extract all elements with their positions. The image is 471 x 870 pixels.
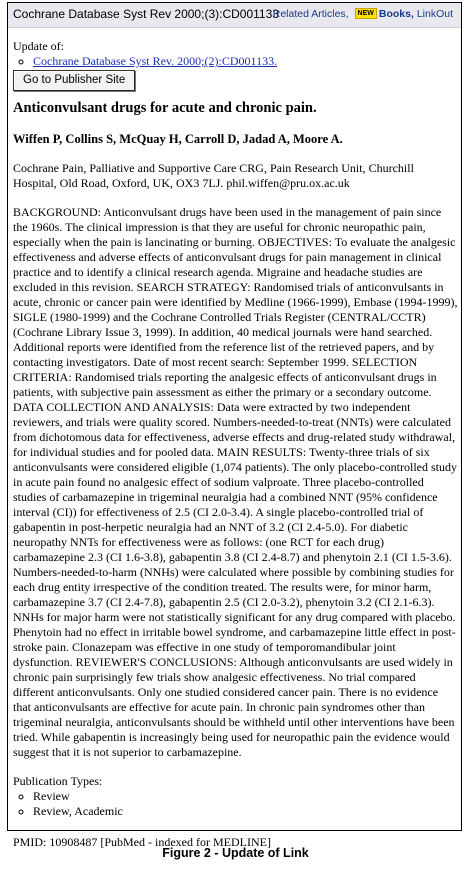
citation-bar	[8, 3, 461, 28]
record-content	[13, 39, 458, 850]
article-authors: Wiffen P, Collins S, McQuay H, Carroll D, Jadad A, Moore A.	[13, 132, 343, 146]
books-link[interactable]: Books,	[378, 8, 414, 20]
publication-type-item: ◦ Review, Academic	[33, 804, 458, 819]
related-links	[273, 8, 453, 20]
article-abstract: BACKGROUND: Anticonvulsant drugs have been used in the management of pain since the 1960s. The clinical impression is that they are useful for chronic neuropathic pain, especially when the pain is lancinating or burning. OBJECTIVES: To evaluate the analgesic effectiveness and adverse effects of anticonvulsant drugs for pain management in clinical practice and to identify a clinical research agenda. Migraine and headache studies are excluded in this revision. SEARCH STRATEGY: Randomised trials of anticonvulsants in acute, chronic or cancer pain were identified by Medline (1966-1999), Embase (1994-1999), SIGLE (1980-1999) and the Cochrane Controlled Trials Register (CENTRAL/CCTR) (Cochrane Library Issue 3, 1999). In addition, 40 medical journals were hand searched. Additional reports were identified from the reference list of the retrieved papers, and by contacting investigators. Date of most recent search: September 1999. SELECTION CRITERIA: Randomised trials reporting the analgesic effects of anticonvulsant drugs in patients, with subjective pain assessment as either the primary or a secondary outcome. DATA COLLECTION AND ANALYSIS: Data were extracted by two independent reviewers, and trials were quality scored. Numbers-needed-to-treat (NNTs) were calculated from dichotomous data for effectiveness, adverse effects and drug-related study withdrawal, for individual studies and for pooled data. MAIN RESULTS: Twenty-three trials of six anticonvulsants were considered eligible (1,074 patients). The only placebo-controlled study in acute pain found no analgesic effect of sodium valproate. Three placebo-controlled studies of carbamazepine in trigeminal neuralgia had a combined NNT (95% confidence interval (CI)) for effectiveness of 2.5 (CI 2.0-3.4). A single placebo-controlled trial of gabapentin in post-herpetic neuralgia had an NNT of 3.2 (CI 2.4-5.0). For diabetic neuropathy NNTs for effectiveness were as follows: (one RCT for each drug) carbamazepine 2.3 (CI 1.6-3.8), gabapentin 3.8 (CI 2.4-8.7) and phenytoin 2.1 (CI 1.5-3.6). Numbers-needed-to-harm (NNHs) were calculated where possible by combining studies for each drug entity irrespective of the condition treated. The results were, for minor harm, carbamazepine 3.7 (CI 2.4-7.8), gabapentin 2.5 (CI 2.0-3.2), phenytoin 3.2 (CI 2.1-6.3). NNHs for major harm were not statistically significant for any drug compared with placebo. Phenytoin had no effect in irritable bowel syndrome, and carbamazepine little effect in post-stroke pain. Clonazepam was effective in one study of temporomandibular joint dysfunction. REVIEWER'S CONCLUSIONS: Although anticonvulsants are used widely in chronic pain surprisingly few trials show analgesic effectiveness. No trial compared different anticonvulsants. Only one studied considered cancer pain. There is no evidence that anticonvulsants are effective for acute pain. In chronic pain syndromes other than trigeminal neuralgia, anticonvulsants should be withheld until other interventions have been tried. While gabapentin is increasingly being used for neuropathic pain the evidence would suggest that it is not superior to carbamazepine.	[13, 205, 458, 759]
linkout-link[interactable]: LinkOut	[416, 8, 453, 20]
related-articles-link[interactable]: Related Articles,	[272, 8, 349, 20]
publication-types-list	[13, 789, 458, 819]
article-affiliation: Cochrane Pain, Palliative and Supportive Care CRG, Pain Research Unit, Churchill Hospital, Old Road, Oxford, UK, OX3 7LJ. phil.wiffen@pru.ox.ac.uk	[13, 161, 414, 190]
article-title: Anticonvulsant drugs for acute and chronic pain.	[13, 100, 317, 116]
update-list-item	[33, 54, 458, 69]
citation-text: Cochrane Database Syst Rev 2000;(3):CD001133	[13, 7, 279, 21]
update-of-label: Update of:	[13, 39, 64, 53]
update-list	[13, 54, 458, 69]
figure-caption: Figure 2 - Update of Link	[162, 846, 309, 860]
go-to-publisher-button[interactable]: Go to Publisher Site	[13, 70, 135, 91]
pmid-line: PMID: 10908487 [PubMed - indexed for MEDLINE]	[13, 835, 271, 849]
publication-type-item: ◦ Review	[33, 789, 458, 804]
publication-types-label: Publication Types:	[13, 774, 103, 788]
update-of-link[interactable]: Cochrane Database Syst Rev. 2000;(2):CD001133.	[33, 54, 278, 68]
pubmed-record-panel	[7, 2, 462, 849]
new-badge-icon: NEW	[355, 8, 377, 19]
